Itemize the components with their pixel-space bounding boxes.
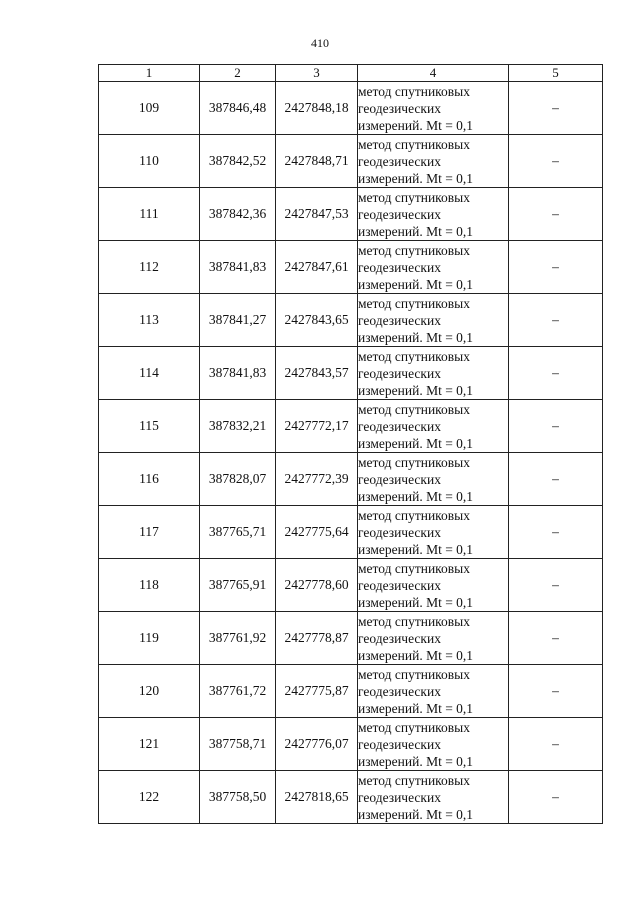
method-line: метод спутниковых xyxy=(358,560,470,576)
point-number-cell: 110 xyxy=(99,135,200,188)
method-line: метод спутниковых xyxy=(358,189,470,205)
y-coordinate-cell: 2427843,57 xyxy=(276,347,358,400)
note-cell: – xyxy=(509,506,603,559)
column-header: 1 xyxy=(99,65,200,82)
column-header: 4 xyxy=(358,65,509,82)
method-cell xyxy=(358,506,509,559)
point-number-cell: 121 xyxy=(99,718,200,771)
y-coordinate-cell: 2427778,87 xyxy=(276,612,358,665)
method-cell xyxy=(358,665,509,718)
y-coordinate-cell: 2427772,17 xyxy=(276,400,358,453)
method-line: измерений. Mt = 0,1 xyxy=(358,541,474,557)
method-line: геодезических xyxy=(358,206,441,222)
column-header: 5 xyxy=(509,65,603,82)
method-line: измерений. Mt = 0,1 xyxy=(358,329,474,345)
table-row xyxy=(99,612,603,665)
note-cell: – xyxy=(509,559,603,612)
method-line: геодезических xyxy=(358,524,441,540)
y-coordinate-cell: 2427778,60 xyxy=(276,559,358,612)
table-row xyxy=(99,718,603,771)
table-body xyxy=(99,82,603,824)
point-number-cell: 117 xyxy=(99,506,200,559)
method-line: измерений. Mt = 0,1 xyxy=(358,700,474,716)
x-coordinate-cell: 387765,91 xyxy=(200,559,276,612)
y-coordinate-cell: 2427848,71 xyxy=(276,135,358,188)
method-line: метод спутниковых xyxy=(358,507,470,523)
column-header: 2 xyxy=(200,65,276,82)
note-cell: – xyxy=(509,294,603,347)
point-number-cell: 120 xyxy=(99,665,200,718)
note-cell: – xyxy=(509,612,603,665)
note-cell: – xyxy=(509,718,603,771)
method-line: метод спутниковых xyxy=(358,242,470,258)
note-cell: – xyxy=(509,82,603,135)
method-line: геодезических xyxy=(358,736,441,752)
method-line: геодезических xyxy=(358,630,441,646)
point-number-cell: 114 xyxy=(99,347,200,400)
note-cell: – xyxy=(509,241,603,294)
table-row xyxy=(99,135,603,188)
table-row xyxy=(99,188,603,241)
point-number-cell: 113 xyxy=(99,294,200,347)
method-line: измерений. Mt = 0,1 xyxy=(358,806,474,822)
note-cell: – xyxy=(509,188,603,241)
method-line: геодезических xyxy=(358,259,441,275)
x-coordinate-cell: 387761,92 xyxy=(200,612,276,665)
method-cell xyxy=(358,612,509,665)
table-row xyxy=(99,453,603,506)
table-row xyxy=(99,241,603,294)
method-line: измерений. Mt = 0,1 xyxy=(358,435,474,451)
x-coordinate-cell: 387765,71 xyxy=(200,506,276,559)
method-line: метод спутниковых xyxy=(358,348,470,364)
method-cell xyxy=(358,241,509,294)
y-coordinate-cell: 2427775,87 xyxy=(276,665,358,718)
x-coordinate-cell: 387846,48 xyxy=(200,82,276,135)
method-line: геодезических xyxy=(358,312,441,328)
x-coordinate-cell: 387842,36 xyxy=(200,188,276,241)
method-line: измерений. Mt = 0,1 xyxy=(358,382,474,398)
table-row xyxy=(99,82,603,135)
point-number-cell: 115 xyxy=(99,400,200,453)
method-line: геодезических xyxy=(358,100,441,116)
x-coordinate-cell: 387758,71 xyxy=(200,718,276,771)
method-cell xyxy=(358,400,509,453)
method-line: геодезических xyxy=(358,577,441,593)
table-row xyxy=(99,294,603,347)
method-cell xyxy=(358,347,509,400)
method-cell xyxy=(358,453,509,506)
note-cell: – xyxy=(509,665,603,718)
table-header-row xyxy=(99,65,603,82)
note-cell: – xyxy=(509,347,603,400)
table-row xyxy=(99,347,603,400)
method-line: геодезических xyxy=(358,789,441,805)
note-cell: – xyxy=(509,771,603,824)
y-coordinate-cell: 2427776,07 xyxy=(276,718,358,771)
method-line: измерений. Mt = 0,1 xyxy=(358,223,474,239)
table-row xyxy=(99,400,603,453)
method-cell xyxy=(358,771,509,824)
method-cell xyxy=(358,718,509,771)
x-coordinate-cell: 387761,72 xyxy=(200,665,276,718)
x-coordinate-cell: 387832,21 xyxy=(200,400,276,453)
x-coordinate-cell: 387841,83 xyxy=(200,241,276,294)
method-line: метод спутниковых xyxy=(358,83,470,99)
x-coordinate-cell: 387758,50 xyxy=(200,771,276,824)
method-line: измерений. Mt = 0,1 xyxy=(358,117,474,133)
table-row xyxy=(99,771,603,824)
method-line: измерений. Mt = 0,1 xyxy=(358,276,474,292)
y-coordinate-cell: 2427847,61 xyxy=(276,241,358,294)
method-cell xyxy=(358,559,509,612)
table-row xyxy=(99,559,603,612)
method-line: геодезических xyxy=(358,418,441,434)
method-line: метод спутниковых xyxy=(358,613,470,629)
note-cell: – xyxy=(509,453,603,506)
method-line: метод спутниковых xyxy=(358,719,470,735)
page-number: 410 xyxy=(311,36,329,50)
y-coordinate-cell: 2427847,53 xyxy=(276,188,358,241)
table-row xyxy=(99,665,603,718)
y-coordinate-cell: 2427775,64 xyxy=(276,506,358,559)
method-cell xyxy=(358,82,509,135)
method-line: метод спутниковых xyxy=(358,295,470,311)
x-coordinate-cell: 387841,27 xyxy=(200,294,276,347)
method-line: метод спутниковых xyxy=(358,401,470,417)
method-line: измерений. Mt = 0,1 xyxy=(358,753,474,769)
point-number-cell: 122 xyxy=(99,771,200,824)
method-cell xyxy=(358,294,509,347)
point-number-cell: 119 xyxy=(99,612,200,665)
x-coordinate-cell: 387828,07 xyxy=(200,453,276,506)
y-coordinate-cell: 2427772,39 xyxy=(276,453,358,506)
point-number-cell: 118 xyxy=(99,559,200,612)
method-line: метод спутниковых xyxy=(358,454,470,470)
method-line: метод спутниковых xyxy=(358,136,470,152)
point-number-cell: 112 xyxy=(99,241,200,294)
point-number-cell: 111 xyxy=(99,188,200,241)
method-cell xyxy=(358,135,509,188)
method-cell xyxy=(358,188,509,241)
y-coordinate-cell: 2427843,65 xyxy=(276,294,358,347)
note-cell: – xyxy=(509,400,603,453)
point-number-cell: 116 xyxy=(99,453,200,506)
method-line: геодезических xyxy=(358,471,441,487)
note-cell: – xyxy=(509,135,603,188)
y-coordinate-cell: 2427848,18 xyxy=(276,82,358,135)
method-line: геодезических xyxy=(358,365,441,381)
method-line: геодезических xyxy=(358,153,441,169)
method-line: измерений. Mt = 0,1 xyxy=(358,488,474,504)
method-line: измерений. Mt = 0,1 xyxy=(358,647,474,663)
point-number-cell: 109 xyxy=(99,82,200,135)
method-line: измерений. Mt = 0,1 xyxy=(358,170,474,186)
method-line: измерений. Mt = 0,1 xyxy=(358,594,474,610)
method-line: геодезических xyxy=(358,683,441,699)
x-coordinate-cell: 387841,83 xyxy=(200,347,276,400)
y-coordinate-cell: 2427818,65 xyxy=(276,771,358,824)
method-line: метод спутниковых xyxy=(358,666,470,682)
table-row xyxy=(99,506,603,559)
method-line: метод спутниковых xyxy=(358,772,470,788)
x-coordinate-cell: 387842,52 xyxy=(200,135,276,188)
coordinates-table xyxy=(98,64,603,824)
column-header: 3 xyxy=(276,65,358,82)
